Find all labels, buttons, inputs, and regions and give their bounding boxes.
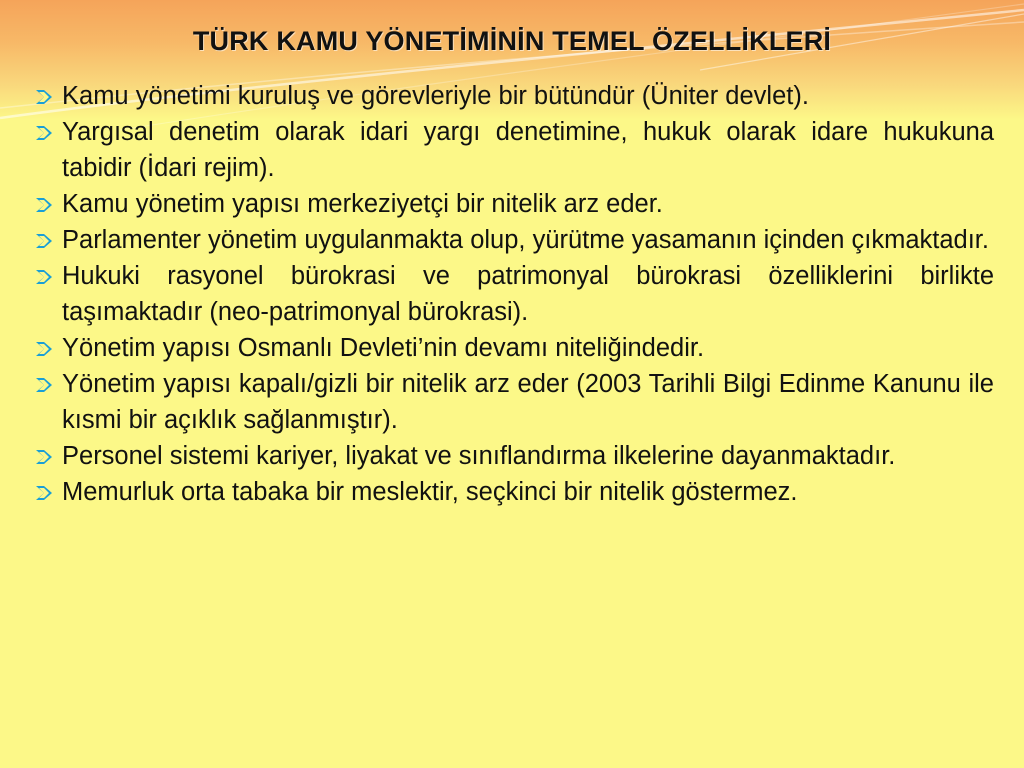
list-item-text: Yönetim yapısı kapalı/gizli bir nitelik arz eder (2003 Tarihli Bilgi Edinme Kanunu ile kısmi bir açıklık sağlanmıştır).	[62, 370, 994, 434]
arrow-chevron-right-icon	[35, 125, 53, 141]
list-item-text: Memurluk orta tabaka bir meslektir, seçkinci bir nitelik göstermez.	[62, 478, 798, 506]
list-item-text: Yargısal denetim olarak idari yargı denetimine, hukuk olarak idare hukukuna tabidir (İdari rejim).	[62, 118, 994, 182]
list-item	[32, 474, 994, 510]
list-item-text: Yönetim yapısı Osmanlı Devleti’nin devamı niteliğindedir.	[62, 334, 705, 362]
list-item-text: Hukuki rasyonel bürokrasi ve patrimonyal bürokrasi özelliklerini birlikte taşımaktadır (neo-patrimonyal bürokrasi).	[62, 262, 994, 326]
list-item	[32, 114, 994, 186]
arrow-chevron-right-icon	[35, 377, 53, 393]
list-item	[32, 258, 994, 330]
arrow-chevron-right-icon	[35, 485, 53, 501]
slide-title: TÜRK KAMU YÖNETİMİNİN TEMEL ÖZELLİKLERİ	[192, 26, 832, 56]
arrow-chevron-right-icon	[35, 449, 53, 465]
list-item-text: Personel sistemi kariyer, liyakat ve sınıflandırma ilkelerine dayanmaktadır.	[62, 442, 896, 470]
arrow-chevron-right-icon	[35, 341, 53, 357]
list-item	[32, 330, 994, 366]
list-item	[32, 186, 994, 222]
list-item	[32, 438, 994, 474]
list-item	[32, 78, 994, 114]
arrow-chevron-right-icon	[35, 269, 53, 285]
arrow-chevron-right-icon	[35, 233, 53, 249]
list-item-text: Kamu yönetimi kuruluş ve görevleriyle bir bütündür (Üniter devlet).	[62, 82, 809, 110]
arrow-chevron-right-icon	[35, 197, 53, 213]
arrow-chevron-right-icon	[35, 89, 53, 105]
bullet-list	[32, 78, 994, 510]
list-item	[32, 366, 994, 438]
list-item-text: Parlamenter yönetim uygulanmakta olup, yürütme yasamanın içinden çıkmaktadır.	[62, 226, 989, 254]
slide-content	[32, 78, 994, 510]
list-item-text: Kamu yönetim yapısı merkeziyetçi bir nitelik arz eder.	[62, 190, 663, 218]
list-item	[32, 222, 994, 258]
